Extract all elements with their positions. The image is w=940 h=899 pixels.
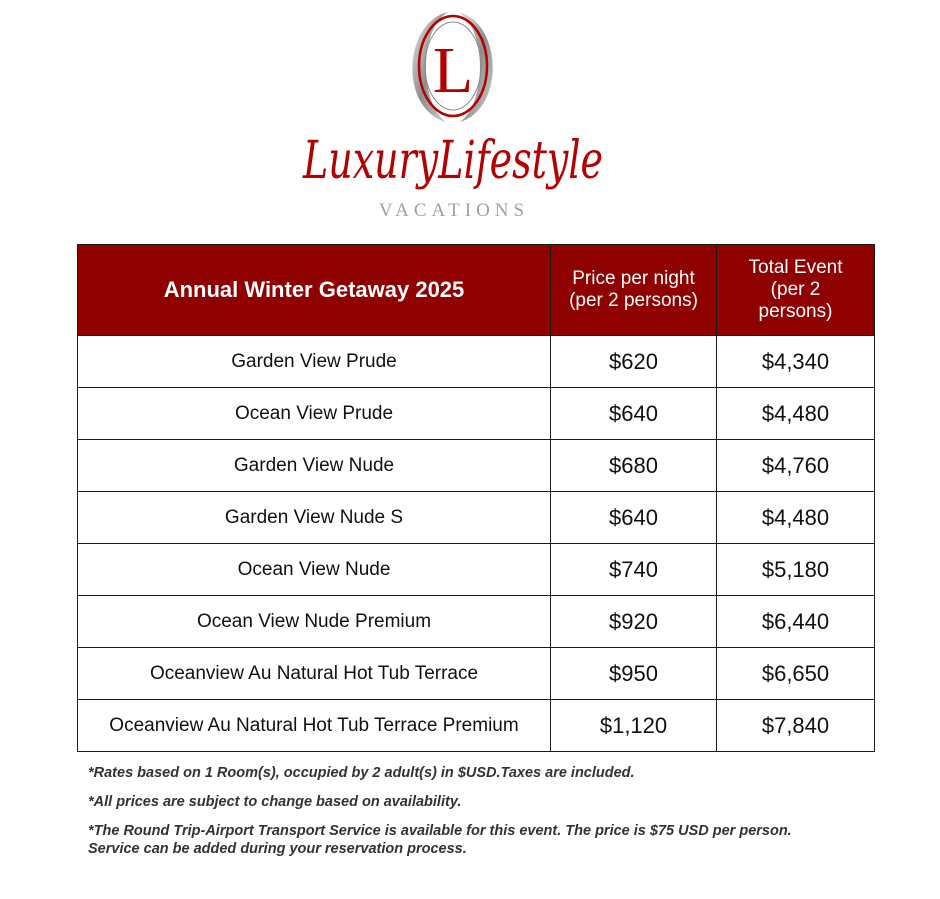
price-per-night-header	[551, 245, 717, 336]
total-price: $5,180	[717, 544, 875, 596]
total-price: $4,340	[717, 336, 875, 388]
rates-table	[77, 244, 875, 752]
total-event-header-line1: Total Event	[748, 257, 843, 278]
total-price: $7,840	[717, 700, 875, 752]
price-per-night: $680	[551, 440, 717, 492]
table-row	[78, 388, 875, 440]
price-per-night: $640	[551, 492, 717, 544]
total-event-header-line2: (per 2	[770, 279, 821, 300]
room-name: Garden View Prude	[78, 336, 551, 388]
price-per-night: $640	[551, 388, 717, 440]
footnotes	[88, 764, 828, 869]
price-per-night: $1,120	[551, 700, 717, 752]
table-row	[78, 648, 875, 700]
room-name: Oceanview Au Natural Hot Tub Terrace Premium	[78, 700, 551, 752]
price-per-night-header-line1: Price per night	[572, 268, 695, 289]
monogram-letter: L	[432, 34, 474, 107]
total-price: $6,440	[717, 596, 875, 648]
table-row	[78, 544, 875, 596]
price-per-night: $950	[551, 648, 717, 700]
table-row	[78, 700, 875, 752]
brand-tagline: VACATIONS	[378, 200, 530, 221]
room-name: Ocean View Nude	[78, 544, 551, 596]
price-per-night: $620	[551, 336, 717, 388]
footnote-transport: *The Round Trip-Airport Transport Service is available for this event. The price is $75 USD per person. Service can be added during your reservation process.	[88, 823, 792, 857]
room-name: Garden View Nude	[78, 440, 551, 492]
monogram-emblem	[412, 12, 492, 122]
table-row	[78, 492, 875, 544]
total-price: $6,650	[717, 648, 875, 700]
total-price: $4,480	[717, 388, 875, 440]
table-row	[78, 596, 875, 648]
table-row	[78, 440, 875, 492]
table-header-row	[78, 245, 875, 336]
room-name: Garden View Nude S	[78, 492, 551, 544]
brand-name: LuxuryLifestyle	[302, 131, 603, 191]
total-price: $4,760	[717, 440, 875, 492]
footnote-rates: *Rates based on 1 Room(s), occupied by 2 adult(s) in $USD.Taxes are included.	[88, 765, 635, 781]
room-name: Oceanview Au Natural Hot Tub Terrace	[78, 648, 551, 700]
total-price: $4,480	[717, 492, 875, 544]
brand-logo	[0, 0, 940, 230]
footnote-availability: *All prices are subject to change based on availability.	[88, 794, 462, 810]
total-event-header	[717, 245, 875, 336]
table-row	[78, 336, 875, 388]
table-title: Annual Winter Getaway 2025	[78, 245, 551, 336]
price-per-night: $740	[551, 544, 717, 596]
room-name: Ocean View Prude	[78, 388, 551, 440]
price-per-night-header-line2: (per 2 persons)	[569, 290, 698, 311]
price-per-night: $920	[551, 596, 717, 648]
total-event-header-line3: persons)	[758, 301, 833, 322]
room-name: Ocean View Nude Premium	[78, 596, 551, 648]
